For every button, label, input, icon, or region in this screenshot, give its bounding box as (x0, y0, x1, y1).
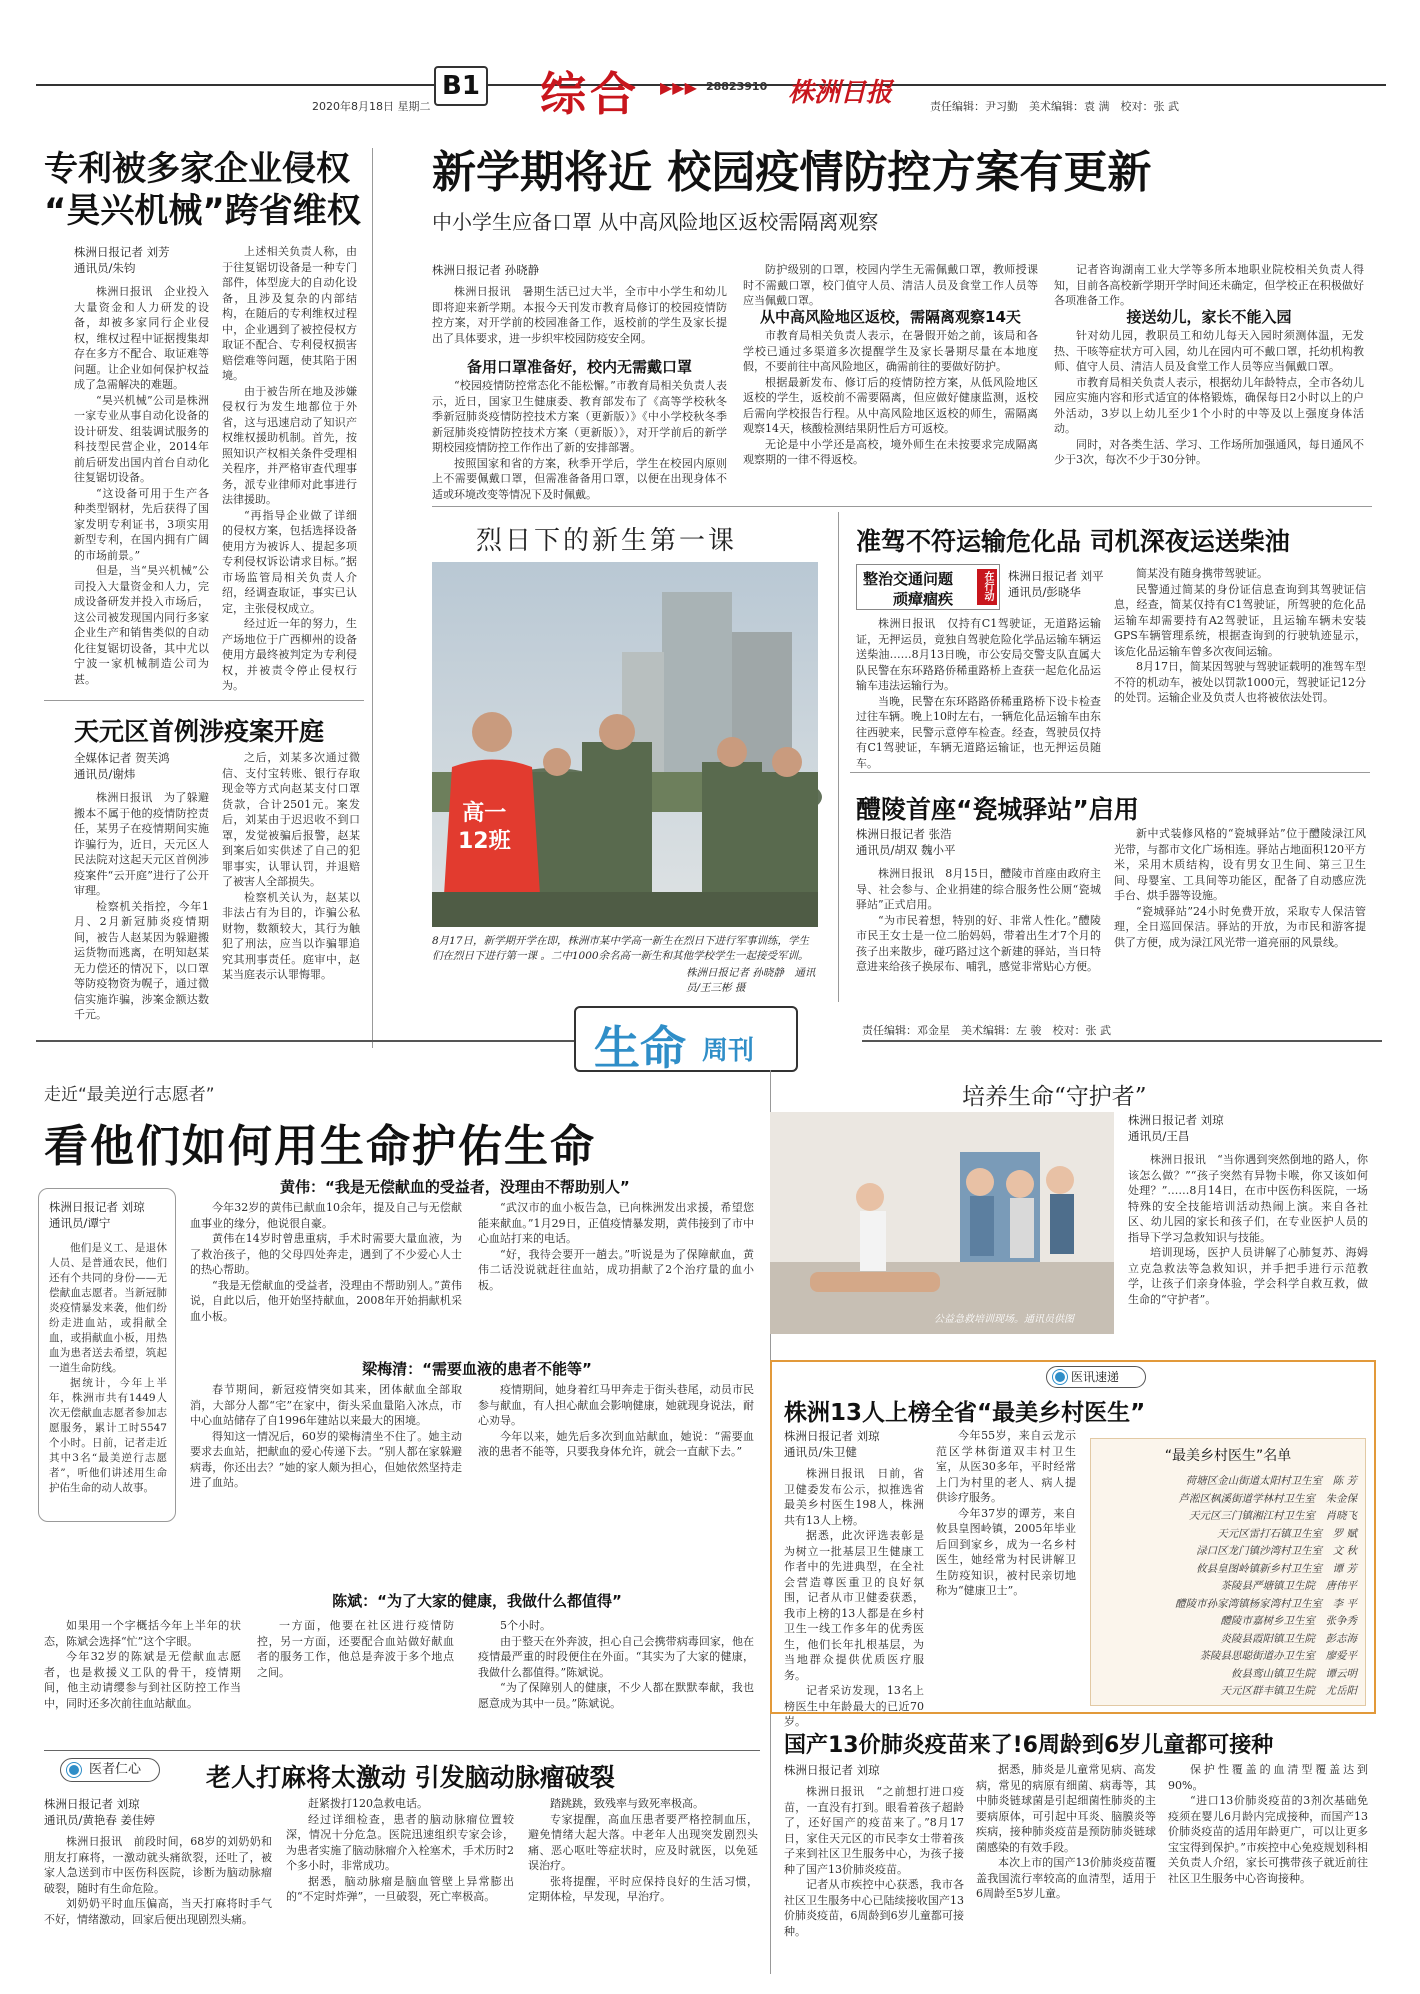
list-item: 渌口区龙门镇沙湾村卫生室 文 秋 (1196, 1545, 1357, 1557)
a2-subhead-2: 从中高风险地区返校，需隔离观察14天 (760, 308, 1021, 326)
a10-byline: 株洲日报记者 刘琼 (784, 1763, 880, 1777)
divider (838, 512, 839, 1002)
divider (432, 506, 1372, 507)
a9-col-2: 今年55岁，来自云龙示范区学林街道双丰村卫生室，从医30多年，平时经常上门为村里的老人、病人提供诊疗服务。 今年37岁的谭芳，来自攸县皇图岭镇，2005年毕业后回到家乡，成为一名乡村医生，她经常为村民讲解卫生防疫知识，被村民亲切地称为“健康卫士”。 (936, 1429, 1076, 1597)
a7-subhead-3: 陈斌：“为了大家的健康，我做什么都值得” (332, 1592, 622, 1610)
a7-subhead-2: 梁梅清：“需要血液的患者不能等” (362, 1360, 592, 1378)
a7-title: 看他们如何用生命护佑生命 (44, 1121, 596, 1172)
a2-subtitle: 中小学生应备口罩 从中高风险地区返校需隔离观察 (432, 210, 879, 234)
a4-photo (432, 562, 818, 927)
a5-col-1: 株洲日报讯 仅持有C1驾驶证，无道路运输证，无押运员，竟独自驾驶危险化学品运输车辆运送柴油……8月13日晚，市公安局交警支队直属大队民警在东环路路侨稀重路桥上查获一起危化品运输车违法运输行为。 当晚，民警在东环路路侨稀重路桥下设卡检查过往车辆。晚上10时左右，一辆危化品运输车由东往西驶来，民警示意停车检查。经查，驾驶员仅持有C1驾驶证，车辆无道路运输证，也无押运员随车。 (856, 617, 1101, 770)
list-item: 攸县鸾山镇卫生院 谭云明 (1231, 1667, 1357, 1680)
a5-tag-1: 整治交通问题 (863, 570, 954, 588)
a7-intro: 他们是义工、是退休人员、是普通农民，他们还有个共同的身份——无偿献血志愿者。当新冠肺炎疫情暴发来袭，他们纷纷走进血站，或捐献全血，或捐献血小板，用热血为患者送去希望，筑起一道生命防线。 据统计，今年上半年，株洲市共有1449人次无偿献血志愿者参加志愿服务，累计工时5547个小时。日前，记者走近其中3名“最美逆行志愿者”，听他们讲述用生命护佑生命的动人故事。 (49, 1242, 167, 1494)
a8-byline-1: 株洲日报记者 刘琼 (1128, 1113, 1224, 1127)
a6-title: 醴陵首座“瓷城驿站”启用 (856, 795, 1139, 824)
a7-p2-col-1: 春节期间，新冠疫情突如其来，团体献血全部取消，大部分人都“宅”在家中，街头采血量陷入冰点，市中心血站储存了自1996年建站以来最大的困境。 得知这一情况后，60岁的梁梅清坐不住了。她主动要求去血站，把献血的爱心传递下去。“别人都在家躲避病毒，你还出去？”她的家人颇为担心，但她依然坚持走进了血站。 (190, 1383, 462, 1489)
a3-col-2: 之后，刘某多次通过微信、支付宝转账、银行存取现金等方式向赵某支付口罩货款，合计2501元。案发后，刘某由于迟迟收不到口罩，发觉被骗后报警，赵某到案后如实供述了自己的犯罪事实，认罪认罚，并退赔了被害人全部损失。 检察机关认为，赵某以非法占有为目的，诈骗公私财物，数额较大，其行为触犯了刑法，应当以诈骗罪追究其刑事责任。庭审中，赵某当庭表示认罪悔罪。 (222, 751, 360, 981)
a7-p3-col-2: 5个小时。 由于整天在外奔波，担心自己会携带病毒回家，他在疫情最严重的时段便住在外面。“其实为了大家的健康，我做什么都值得。”陈斌说。 “为了保障别人的健康，不少人都在默默奉献，我也愿意成为其中一员。”陈斌说。 (478, 1619, 754, 1710)
a2-col-3-top: 记者咨询湖南工业大学等多所本地职业院校相关负责人得知，目前各高校新学期开学时间还未确定，但学校正在积极做好各项准备工作。 (1054, 263, 1364, 307)
a7-byline-1: 株洲日报记者 刘琼 (49, 1200, 145, 1214)
a7-intro-box (38, 1188, 176, 1522)
a8-text: 株洲日报讯 “当你遇到突然倒地的路人，你该怎么做？”“孩子突然有异物卡喉，你又该如何处理？”……8月14日，在市中医伤科医院，一场特殊的安全技能培训活动热闹上演。来自各社区、幼儿园的家长和孩子们，在专业医护人员的指导下学习急救知识与技能。 培训现场，医护人员讲解了心肺复苏、海姆立克急救法等急救知识，并手把手进行示范教学，让孩子们亲身体验，学会科学自救互救，做生命的“守护者”。 (1128, 1153, 1368, 1306)
a7-p1-col-2: “武汉市的血小板告急，已向株洲发出求援，希望您能来献血。”1月29日，正值疫情暴发期，黄伟接到了市中心血站打来的电话。 “好，我待会要开一趟去。”听说是为了保障献血，黄伟二话没说就赶往血站，成功捐献了2个治疗量的血小板。 (478, 1201, 754, 1292)
divider (862, 1040, 1382, 1042)
a8-photo-art (770, 1112, 1114, 1334)
a11-col-3: 踏跳跳，致残率与致死率极高。 专家提醒，高血压患者要严格控制血压，避免情绪大起大落。中老年人出现突发剧烈头痛、恶心呕吐等症状时，应及时就医，以免延误治疗。 张将提醒，平时应保持良好的生活习惯，定期体检，早发现，早治疗。 (528, 1797, 758, 1903)
a2-col-1: “校园疫情防控常态化不能松懈。”市教育局相关负责人表示，近日，国家卫生健康委、教育部发布了《高等学校秋冬季新冠肺炎疫情防控技术方案（更新版）》《中小学校秋冬季新冠肺炎疫情防控技术方案（更新版）》，对开学前后的新学期校园疫情防控工作作出了新的安排部署。 按照国家和省的方案，秋季开学后，学生在校园内原则上不需要佩戴口罩，但需准备备用口罩，以便在出现身体不适或环境改变等情况下及时佩戴。 (432, 379, 727, 501)
a9-byline-1: 株洲日报记者 刘琼 (784, 1429, 880, 1443)
a2-subhead-3: 接送幼儿，家长不能入园 (1126, 308, 1292, 326)
a9-badge-label: 医讯速递 (1071, 1370, 1120, 1384)
divider (850, 772, 1370, 773)
list-item: 醴陵市孙家湾镇杨家湾村卫生室 李 平 (1175, 1597, 1357, 1610)
paper-logo: 株洲日报 (788, 78, 893, 108)
list-item: 炎陵县霞阳镇卫生院 彭志海 (1220, 1632, 1357, 1645)
list-item: 天元区雷打石镇卫生室 罗 赋 (1217, 1527, 1357, 1540)
a2-title: 新学期将近 校园疫情防控方案有更新 (432, 147, 1152, 198)
a5-title: 准驾不符运输危化品 司机深夜运送柴油 (856, 527, 1290, 556)
a9-title: 株洲13人上榜全省“最美乡村医生” (784, 1400, 1146, 1426)
hotline: 28823910 (706, 80, 768, 93)
a10-col-2: 据悉，肺炎是儿童常见病、高发病，常见的病原有细菌、病毒等，其中肺炎链球菌是引起细菌性肺炎的主要病原体，可引起中耳炎、脑膜炎等疾病，接种肺炎疫苗是预防肺炎链球菌感染的有效手段。 本次上市的国产13价肺炎疫苗覆盖我国流行率较高的血清型，适用于6周龄至5岁儿童。 (976, 1763, 1156, 1900)
badge-dot-icon (67, 1763, 81, 1777)
a11-badge (60, 1758, 160, 1782)
a4-title: 烈日下的新生第一课 (476, 526, 738, 556)
a5-tag-3: 在行动 (977, 569, 997, 605)
list-item: 天元区群丰镇卫生院 尤岳阳 (1220, 1685, 1357, 1697)
a1-col-1: 株洲日报讯 企业投入大量资金和人力研发的设备，却被多家同行企业侵权，维权过程中证据搜集却存在多方不配合、取证难等问题。让企业如何保护权益成了急需解决的难题。 “昊兴机械”公司是株洲一家专业从事自动化设备的设计研发、组装调试服务的科技型民营企业，2014年前后研发出国内首台自动化往复锯切设备。 “这设备可用于生产各种类型钢材，先后获得了国家发明专利证书，3项实用新型专利，在国内拥有广阔的市场前景。” 但是，当“昊兴机械”公司投入大量资金和人力，完成设备研发并投入市场后，这公司被发现国内同行多家企业生产和销售类似的自动化往复锯切设备，其中尤以宁波一家机械制造公司为甚。 (74, 285, 209, 686)
a1-col-2: 上述相关负责人称，由于往复锯切设备是一种专门部件，体型庞大的自动化设备，且涉及复杂的内部结构，在随后的专利维权过程中，企业遇到了被控侵权方取证不配合、专利侵权损害赔偿难等问题，使其陷于困境。 由于被告所在地及涉嫌侵权行为发生地都位于外省，这与迅速启动了知识产权维权援助机制。首先，按照知识产权相关条件受理相关程序，并严格审查代理事务，派专业律师对此事进行法律援助。 “再指导企业做了详细的侵权方案，包括选择设备使用方为被诉人、提起多项专利侵权诉讼请求目标。”据市场监管局相关负责人介绍，经调查取证，事实已认定，主张侵权成立。 经过近一年的努力，生产场地位于广西柳州的设备使用方最终被判定为专利侵权，并被责令停止侵权行为。 (222, 245, 357, 692)
divider (44, 700, 364, 701)
badge-dot-icon (1053, 1370, 1067, 1384)
a5-col-2: 简某没有随身携带驾驶证。 民警通过简某的身份证信息查询到其驾驶证信息，经查，简某仅持有C1驾驶证，所驾驶的危化品运输车却需要持有A2驾驶证，且运输车辆未安装GPS车辆管理系统，根据查询到的行驶轨迹显示，该危化品运输车曾多次夜间运输。 8月17日，简某因驾驶与驾驶证载明的准驾车型不符的机动车，被处以罚款1000元，驾驶证记12分的处罚。运输企业及负责人也将被依法处罚。 (1114, 567, 1366, 704)
list-item: 天元区三门镇湘江村卫生室 肖晓飞 (1189, 1510, 1357, 1522)
list-item: 醴陵市嘉树乡卫生室 张争秀 (1220, 1615, 1357, 1627)
a11-badge-label: 医者仁心 (89, 1762, 142, 1777)
a4-caption: 8月17日，新学期开学在即，株洲市某中学高一新生在烈日下进行军事训练，学生们在烈日下进行第一课 。二中1000余名高一新生和其他学校学生一起接受军训。 (432, 935, 810, 962)
a3-col-1: 株洲日报讯 为了躲避搬本不属于他的疫情防控责任，某男子在疫情期间实施诈骗行为，近日，天元区人民法院对这起天元区首例涉疫案件“云开庭”进行了公开审理。 检察机关指控，今年1月、2月新冠肺炎疫情期间，被告人赵某因为躲避搬运货物而逃离，在明知赵某无力偿还的情况下，以口罩等防疫物资为幌子，通过微信实施诈骗，涉案金额达数千元。 (74, 791, 209, 1021)
a9-byline-2: 通讯员/朱卫健 (784, 1445, 857, 1459)
a1-title-2: “昊兴机械”跨省维权 (44, 191, 361, 231)
a11-byline-1: 株洲日报记者 刘琼 (44, 1797, 140, 1811)
a1-byline-2: 通讯员/朱钧 (74, 261, 136, 275)
a9-list-title: “最美乡村医生”名单 (1164, 1448, 1292, 1464)
a11-byline-2: 通讯员/黄艳春 姜佳婷 (44, 1813, 156, 1827)
a1-title-1: 专利被多家企业侵权 (44, 149, 350, 189)
divider (36, 1040, 576, 1042)
weekly-suffix: 周刊 (702, 1036, 755, 1066)
a7-subhead-1: 黄伟：“我是无偿献血的受益者，没理由不帮助别人” (280, 1178, 630, 1196)
a11-title: 老人打麻将太激动 引发脑动脉瘤破裂 (206, 1763, 615, 1792)
weekly-editors: 责任编辑：邓金星 美术编辑：左 骏 校对：张 武 (862, 1024, 1111, 1037)
a11-col-1: 株洲日报讯 前段时间，68岁的刘奶奶和朋友打麻将，一激动就头痛欲裂，还吐了，被家人急送到市中医伤科医院，诊断为脑动脉瘤破裂，随时有生命危险。 刘奶奶平时血压偏高，当天打麻将时手气不好，情绪激动，回家后便出现剧烈头痛。 (44, 1835, 272, 1926)
a6-byline-2: 通讯员/胡双 魏小平 (856, 843, 956, 857)
a4-credit: 株洲日报记者 孙晓静 通讯员/王三彬 摄 (686, 967, 816, 994)
a4-vest-label: 高一 12班 (458, 801, 511, 854)
issue-date: 2020年8月18日 星期二 (312, 100, 431, 113)
weekly-brand: 生命 (594, 1021, 686, 1075)
a1-byline-1: 株洲日报记者 刘芳 (74, 245, 170, 259)
section-arrows-icon: ▶▶▶ (660, 78, 697, 97)
section-title: 综合 (540, 67, 640, 121)
a2-intro: 株洲日报讯 暑期生活已过大半，全市中小学生和幼儿即将迎来新学期。本报今天刊发市教育局修订的校园疫情防控方案，对开学前的校园准备工作，返校前的学生及家长提出了具体要求，进一步织牢校园防疫安全网。 (432, 285, 727, 345)
a6-col-2: 新中式装修风格的“瓷城驿站”位于醴陵渌江风光带，与都市文化广场相连。驿站占地面积120平方米，采用木质结构，设有男女卫生间、第三卫生间、母婴室、工具间等功能区，配备了自动感应洗手台、烘手器等设施。 “瓷城驿站”24小时免费开放，采取专人保洁管理，全日巡回保洁。驿站的开放，为市民和游客提供了方便，成为渌江风光带一道亮丽的风景线。 (1114, 827, 1366, 949)
a9-badge (1046, 1366, 1146, 1388)
a2-col-2: 市教育局相关负责人表示，在暑假开始之前，该局和各学校已通过多渠道多次提醒学生及家长暑期尽量在本地度假，不要前往中高风险地区，确需前往的要做好防护。 根据最新发布、修订后的疫情防控方案，从低风险地区返校的学生，返校前不需要隔离，但应做好健康监测，返校后需向学校报告行程。从中高风险地区返校的师生，需隔离观察14天，核酸检测结果阴性后方可返校。 无论是中小学还是高校，境外师生在未按要求完成隔离观察期的一律不得返校。 (743, 329, 1038, 466)
a7-p3-col-1: 如果用一个字概括今年上半年的状态，陈斌会选择“忙”这个字眼。 今年32岁的陈斌是无偿献血志愿者，也是救援义工队的骨干，疫情期间，他主动请缨参与到社区防控工作当中，同时还多次前往血站献血。 一方面，他要在社区进行疫情防控，另一方面，还要配合血站做好献血者的服务工作，他总是奔波于多个地点之间。 (44, 1619, 454, 1710)
a10-col-1: 株洲日报讯 “之前想打进口疫苗，一直没有打到。眼看着孩子超龄了，还好国产的疫苗来了。”8月17日，家住天元区的市民李女士带着孩子来到社区卫生服务中心，为孩子接种了国产13价肺炎疫苗。 记者从市疾控中心获悉，我市各社区卫生服务中心已陆续接收国产13价肺炎疫苗，6周龄到6岁儿童都可接种。 (784, 1785, 964, 1938)
list-item: 荷塘区金山街道太阳村卫生室 陈 芳 (1185, 1475, 1357, 1487)
a7-byline-2: 通讯员/谭宁 (49, 1216, 111, 1230)
a4-photo-art (432, 562, 818, 927)
a5-column-tag (856, 564, 1000, 610)
a3-title: 天元区首例涉疫案开庭 (74, 717, 325, 746)
weekly-banner (574, 1006, 798, 1075)
a7-kicker: 走近“最美逆行志愿者” (44, 1085, 215, 1105)
a5-byline-1: 株洲日报记者 刘平 (1008, 569, 1104, 583)
a10-col-3: 保护性覆盖的血清型覆盖达到90%。 “进口13价肺炎疫苗的3剂次基础免疫须在婴儿6月龄内完成接种，而国产13价肺炎疫苗的适用年龄更广，可以让更多宝宝得到保护。”市疾控中心免疫规划科相关负责人介绍，家长可携带孩子就近前往社区卫生服务中心咨询接种。 (1168, 1763, 1368, 1885)
divider (372, 148, 373, 1048)
a6-byline-1: 株洲日报记者 张浩 (856, 827, 952, 841)
a7-p2-col-2: 疫情期间，她身着红马甲奔走于街头巷尾，动员市民参与献血，有人担心献血会影响健康，她就现身说法，耐心劝导。 今年以来，她先后多次到血站献血，她说：“需要血液的患者不能等，只要我身体允许，就会一直献下去。” (478, 1383, 754, 1458)
a7-p1-col-1: 今年32岁的黄伟已献血10余年，提及自己与无偿献血事业的缘分，他说很自豪。 黄伟在14岁时曾患重病，手术时需要大量血液，为了救治孩子，他的父母四处奔走，遇到了不少爱心人士的热心帮助。 “我是无偿献血的受益者，没理由不帮助别人。”黄伟说，自此以后，他开始坚持献血，2008年开始捐献机采血小板。 (190, 1201, 462, 1323)
editor-credits: 责任编辑：尹习勤 美术编辑：袁 满 校对：张 武 (930, 100, 1179, 113)
a9-name-list (1090, 1438, 1366, 1706)
a3-byline-2: 通讯员/谢炜 (74, 767, 136, 781)
a5-byline-2: 通讯员/彭晓华 (1008, 585, 1081, 599)
a9-col-1: 株洲日报讯 日前，省卫健委发布公示，拟推选省最美乡村医生198人，株洲共有13人上榜。 据悉，此次评选表彰是为树立一批基层卫生健康工作者中的先进典型，在全社会营造尊医重卫的良好氛围，记者从市卫健委获悉，我市上榜的13人都是在乡村卫生一线工作多年的优秀医生，他们长年扎根基层，为当地群众提供优质医疗服务。 记者采访发现，13名上榜医生中年龄最大的已近70岁。 (784, 1467, 924, 1728)
a8-caption: 公益急救培训现场。通讯员供图 (934, 1314, 1074, 1325)
list-item: 茶陵县严塘镇卫生院 唐伟平 (1220, 1580, 1357, 1592)
a10-title: 国产13价肺炎疫苗来了!6周龄到6岁儿童都可接种 (784, 1733, 1274, 1758)
a2-col-3: 针对幼儿园，教职员工和幼儿每天入园时须测体温，无发热、干咳等症状方可入园，幼儿在园内可不戴口罩，托幼机构教师、值守人员、清洁人员及食堂工作人员等应当佩戴口罩。 市教育局相关负责人表示，根据幼儿年龄特点，全市各幼儿园应实施内容和形式适宜的体格锻炼，确保每日2小时以上的户外活动，3岁以上幼儿至少1个小时的中等及以上强度身体活动。 同时，对各类生活、学习、工作场所加强通风，每日通风不少于3次，每次不少于30分钟。 (1054, 329, 1364, 466)
list-item: 茶陵县思聪街道办卫生室 廖爱平 (1199, 1650, 1357, 1662)
a11-col-2: 赶紧拨打120急救电话。 经过详细检查，患者的脑动脉瘤位置较深，情况十分危急。医院迅速组织专家会诊，为患者实施了脑动脉瘤介入栓塞术，手术历时2个多小时，非常成功。 据悉，脑动脉瘤是脑血管壁上异常膨出的“不定时炸弹”，一旦破裂，死亡率极高。 (286, 1797, 514, 1903)
a2-subhead-1: 备用口罩准备好，校内无需戴口罩 (466, 358, 692, 376)
a3-byline-1: 全媒体记者 贺芙鸿 (74, 751, 170, 765)
a2-col-2-top: 防护级别的口罩，校园内学生无需佩戴口罩，教师授课时不需戴口罩，校门值守人员、清洁人员及食堂工作人员等应当佩戴口罩。 (743, 263, 1038, 307)
a8-title: 培养生命“守护者” (962, 1084, 1147, 1110)
list-item: 攸县皇图岭镇新乡村卫生室 谭 芳 (1196, 1562, 1357, 1575)
a8-photo (770, 1112, 1114, 1334)
a5-tag-2: 顽瘴痼疾 (893, 590, 954, 608)
page-number: B1 (434, 66, 488, 106)
a6-col-1: 株洲日报讯 8月15日，醴陵市首座由政府主导、社会参与、企业捐建的综合服务性公厕“瓷城驿站”正式启用。 “为市民着想，特别的好、非常人性化。”醴陵市民王女士是一位二胎妈妈，带着出生才7个月的孩子出来散步，碰巧路过这个新建的驿站，当日特意进来给孩子换尿布、哺乳，感觉非常贴心方便。 (856, 867, 1101, 973)
a8-byline-2: 通讯员/王昌 (1128, 1129, 1190, 1143)
a2-byline: 株洲日报记者 孙晓静 (432, 263, 540, 277)
list-item: 芦淞区枫溪街道学林村卫生室 朱金保 (1178, 1492, 1357, 1505)
divider (44, 1750, 760, 1751)
